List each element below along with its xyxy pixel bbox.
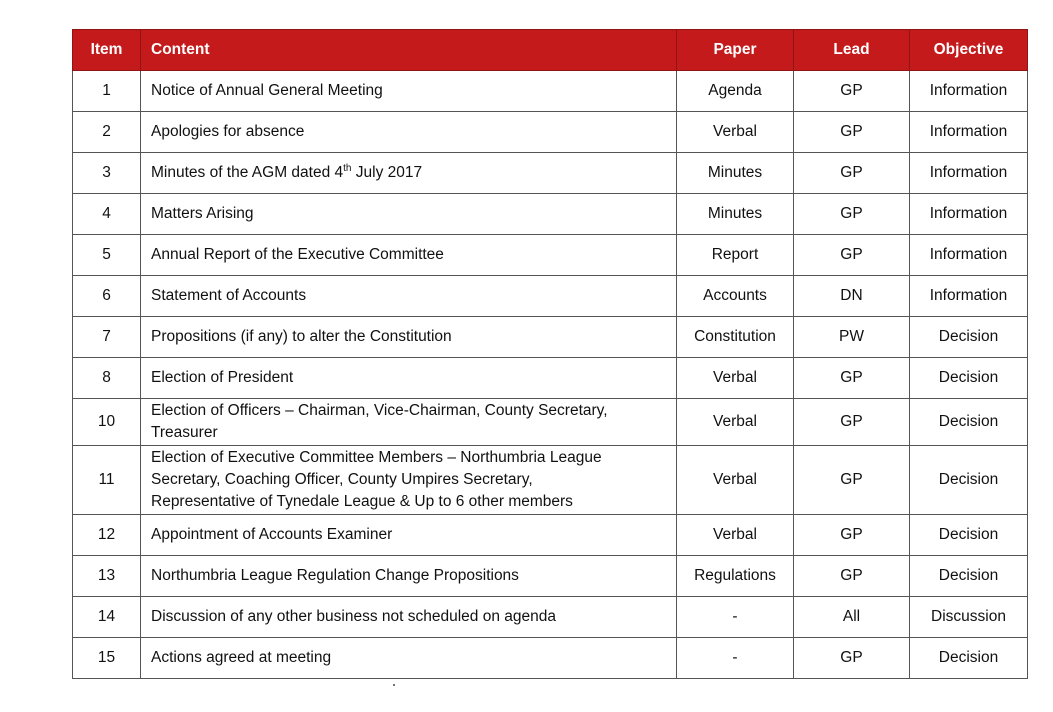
table-row bbox=[73, 399, 1028, 446]
item-content-line: Representative of Tynedale League & Up to 6 other members bbox=[151, 493, 573, 510]
item-objective: Decision bbox=[910, 556, 1028, 597]
item-lead: All bbox=[794, 597, 910, 638]
table-row bbox=[73, 194, 1028, 235]
item-paper: Verbal bbox=[677, 446, 794, 515]
item-lead: GP bbox=[794, 556, 910, 597]
item-paper: Minutes bbox=[677, 194, 794, 235]
item-lead: GP bbox=[794, 194, 910, 235]
item-content: Actions agreed at meeting bbox=[141, 638, 677, 679]
item-content-text: Minutes of the AGM dated 4 bbox=[151, 164, 344, 181]
item-lead: GP bbox=[794, 71, 910, 112]
item-number: 2 bbox=[73, 112, 141, 153]
item-objective: Decision bbox=[910, 399, 1028, 446]
ordinal-suffix: th bbox=[343, 162, 352, 174]
item-content: Discussion of any other business not scheduled on agenda bbox=[141, 597, 677, 638]
item-number: 10 bbox=[73, 399, 141, 446]
item-paper: Constitution bbox=[677, 317, 794, 358]
header-content: Content bbox=[141, 30, 677, 71]
item-lead: DN bbox=[794, 276, 910, 317]
table-row bbox=[73, 638, 1028, 679]
item-objective: Information bbox=[910, 153, 1028, 194]
item-content bbox=[141, 446, 677, 515]
item-number: 13 bbox=[73, 556, 141, 597]
item-number: 7 bbox=[73, 317, 141, 358]
item-objective: Information bbox=[910, 235, 1028, 276]
item-number: 14 bbox=[73, 597, 141, 638]
item-content-line: Treasurer bbox=[151, 424, 218, 441]
item-content: Northumbria League Regulation Change Propositions bbox=[141, 556, 677, 597]
item-paper: Verbal bbox=[677, 399, 794, 446]
item-objective: Decision bbox=[910, 515, 1028, 556]
item-paper: - bbox=[677, 638, 794, 679]
item-content: Election of President bbox=[141, 358, 677, 399]
header-row bbox=[73, 30, 1028, 71]
item-number: 11 bbox=[73, 446, 141, 515]
agenda-table bbox=[72, 29, 1028, 679]
item-lead: GP bbox=[794, 235, 910, 276]
item-objective: Information bbox=[910, 194, 1028, 235]
table-row bbox=[73, 446, 1028, 515]
item-paper: Verbal bbox=[677, 112, 794, 153]
item-lead: GP bbox=[794, 446, 910, 515]
item-content bbox=[141, 399, 677, 446]
item-lead: GP bbox=[794, 112, 910, 153]
item-number: 8 bbox=[73, 358, 141, 399]
item-content: Statement of Accounts bbox=[141, 276, 677, 317]
table-row bbox=[73, 597, 1028, 638]
item-content: Matters Arising bbox=[141, 194, 677, 235]
table-row bbox=[73, 276, 1028, 317]
item-paper: Accounts bbox=[677, 276, 794, 317]
item-number: 6 bbox=[73, 276, 141, 317]
item-content-line: Election of Officers – Chairman, Vice-Chairman, County Secretary, bbox=[151, 402, 608, 419]
item-content: Propositions (if any) to alter the Constitution bbox=[141, 317, 677, 358]
item-paper: Agenda bbox=[677, 71, 794, 112]
item-objective: Decision bbox=[910, 638, 1028, 679]
item-lead: PW bbox=[794, 317, 910, 358]
table-row bbox=[73, 358, 1028, 399]
item-number: 12 bbox=[73, 515, 141, 556]
item-lead: GP bbox=[794, 358, 910, 399]
item-objective: Discussion bbox=[910, 597, 1028, 638]
item-number: 5 bbox=[73, 235, 141, 276]
item-paper: Report bbox=[677, 235, 794, 276]
item-objective: Decision bbox=[910, 446, 1028, 515]
item-objective: Decision bbox=[910, 358, 1028, 399]
item-paper: - bbox=[677, 597, 794, 638]
item-objective: Decision bbox=[910, 317, 1028, 358]
item-content-line: Secretary, Coaching Officer, County Umpires Secretary, bbox=[151, 471, 533, 488]
item-number: 3 bbox=[73, 153, 141, 194]
item-content: Notice of Annual General Meeting bbox=[141, 71, 677, 112]
item-content bbox=[141, 153, 677, 194]
item-objective: Information bbox=[910, 71, 1028, 112]
table-row bbox=[73, 153, 1028, 194]
item-objective: Information bbox=[910, 276, 1028, 317]
item-lead: GP bbox=[794, 638, 910, 679]
item-content: Annual Report of the Executive Committee bbox=[141, 235, 677, 276]
item-content-text: July 2017 bbox=[351, 164, 423, 181]
item-lead: GP bbox=[794, 399, 910, 446]
item-number: 1 bbox=[73, 71, 141, 112]
stray-dot-mark bbox=[393, 684, 395, 686]
header-objective: Objective bbox=[910, 30, 1028, 71]
item-paper: Verbal bbox=[677, 515, 794, 556]
item-number: 4 bbox=[73, 194, 141, 235]
header-item: Item bbox=[73, 30, 141, 71]
table-row bbox=[73, 317, 1028, 358]
header-lead: Lead bbox=[794, 30, 910, 71]
table-row bbox=[73, 515, 1028, 556]
table-row bbox=[73, 71, 1028, 112]
table-row bbox=[73, 112, 1028, 153]
header-paper: Paper bbox=[677, 30, 794, 71]
item-number: 15 bbox=[73, 638, 141, 679]
table-row bbox=[73, 556, 1028, 597]
item-content-line: Election of Executive Committee Members – Northumbria League bbox=[151, 449, 602, 466]
item-paper: Minutes bbox=[677, 153, 794, 194]
item-objective: Information bbox=[910, 112, 1028, 153]
item-content: Appointment of Accounts Examiner bbox=[141, 515, 677, 556]
item-paper: Verbal bbox=[677, 358, 794, 399]
table-row bbox=[73, 235, 1028, 276]
item-lead: GP bbox=[794, 515, 910, 556]
item-content: Apologies for absence bbox=[141, 112, 677, 153]
item-paper: Regulations bbox=[677, 556, 794, 597]
item-lead: GP bbox=[794, 153, 910, 194]
